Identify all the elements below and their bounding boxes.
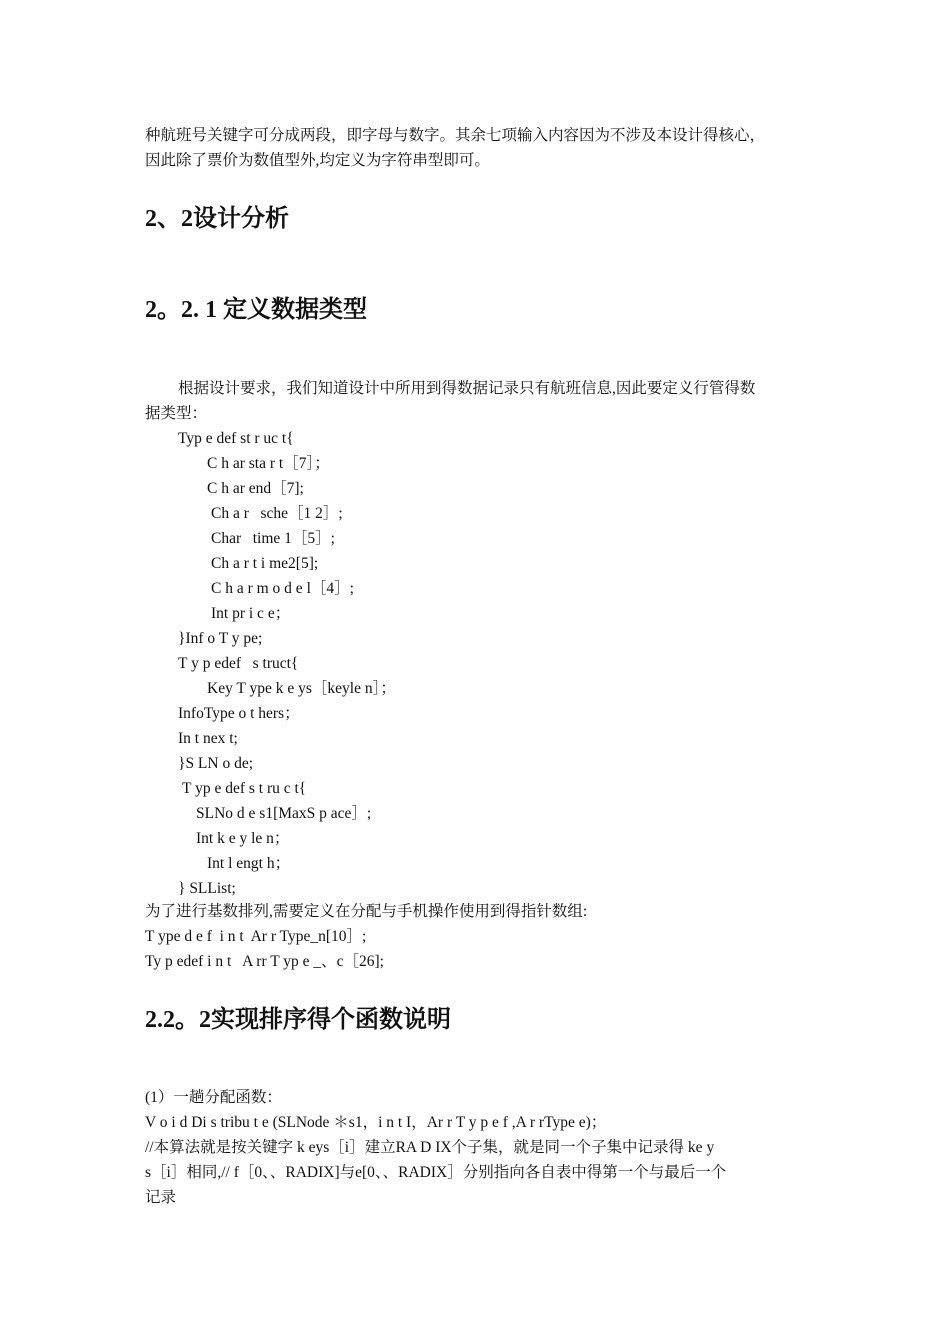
code-line: Ch a r t i me2[5]; [211, 555, 319, 572]
code-line: }Inf o T y pe; [178, 630, 263, 647]
function-comment-2: s［i］相同,// f［0、、RADIX]与e[0、、RADIX］分别指向各自表中得第一个与最后一个 [145, 1164, 727, 1181]
code-line: C h a r m o d e l［4］; [211, 580, 354, 597]
code-line: Int pr i c e； [211, 605, 291, 622]
intro-line-1: 种航班号关键字可分成两段，即字母与数字。其余七项输入内容因为不涉及本设计得核心， [145, 127, 766, 144]
code-line: Key T ype k e ys［keyle n］； [207, 680, 396, 697]
code-line: Ty p edef i n t A rr T yp e _、c［26]; [145, 953, 384, 970]
code-line: T ype d e f i n t Ar r Type_n[10］; [145, 928, 367, 945]
section-2-2-1-heading: 2。2. 1 定义数据类型 [145, 297, 367, 323]
code-line: InfoType o t hers； [178, 705, 300, 722]
code-line: Char time 1［5］; [211, 530, 335, 547]
function-label: (1）一趟分配函数： [145, 1089, 282, 1106]
code-line: Typ e def st r uc t{ [178, 430, 294, 447]
code-line: } SLList; [178, 880, 236, 897]
code-line: C h ar end［7]; [207, 480, 304, 497]
code-line: SLNo d e s1[MaxS p ace］; [196, 805, 372, 822]
section-2-2-heading: 2、2设计分析 [145, 206, 289, 232]
code-line: Ch a r sche［1 2］; [211, 505, 343, 522]
function-description [145, 1085, 810, 1210]
code-line: C h ar sta r t［7］； [207, 455, 330, 472]
intro-line-2: 因此除了票价为数值型外,均定义为字符串型即可。 [145, 152, 490, 169]
code-line: Int k e y le n； [196, 830, 290, 847]
data-type-paragraph [145, 376, 810, 426]
array-type-code-block [145, 924, 384, 974]
function-signature: V o i d Di s tribu t e (SLNode ＊s1，i n t I，Ar r T y p e f ,A r rType e)； [145, 1114, 607, 1131]
section-2-2-2-heading: 2.2。2实现排序得个函数说明 [145, 1007, 451, 1033]
data-type-line-2: 据类型： [145, 405, 208, 422]
code-line: }S LN o de; [178, 755, 254, 772]
radix-note: 为了进行基数排列,需要定义在分配与手机操作使用到得指针数组: [145, 903, 588, 920]
function-comment-3: 记录 [145, 1189, 177, 1206]
intro-paragraph [145, 123, 810, 173]
code-line: In t nex t; [178, 730, 238, 747]
struct-code-block [0, 426, 396, 901]
function-comment-1: //本算法就是按关键字 k eys［i］建立RA D IX个子集，就是同一个子集中记录得 ke y [145, 1139, 715, 1156]
data-type-line-1: 根据设计要求，我们知道设计中所用到得数据记录只有航班信息,因此要定义行管得数 [178, 380, 756, 397]
code-line: Int l engt h； [207, 855, 291, 872]
code-line: T yp e def s t ru c t{ [182, 780, 307, 797]
code-line: T y p edef s truct{ [178, 655, 299, 672]
